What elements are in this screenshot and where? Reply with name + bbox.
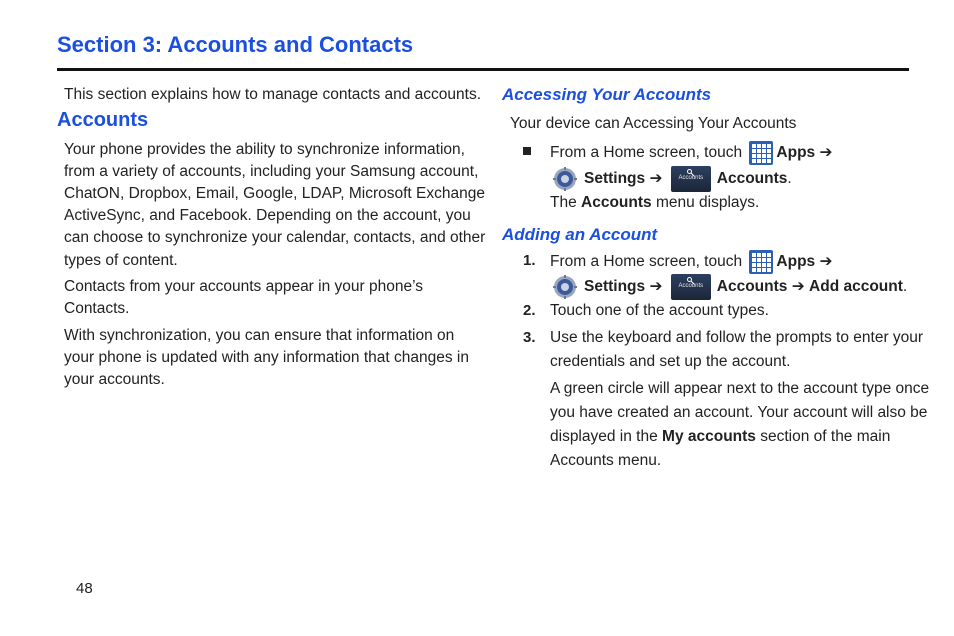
apps-grid-dot — [752, 159, 756, 163]
paragraph-line: can choose to synchronize your calendar, contacts, and other — [64, 229, 486, 246]
apps-grid-icon — [749, 250, 773, 274]
accounts-label: Accounts — [716, 278, 788, 296]
apps-grid-dot — [757, 154, 761, 158]
paragraph-line: Your phone provides the ability to synchronize information, — [64, 141, 465, 158]
apps-grid-dot — [752, 263, 756, 267]
step-number: 3. — [523, 329, 536, 346]
apps-grid-dot — [757, 159, 761, 163]
apps-grid-dot — [757, 268, 761, 272]
result-prefix: The — [550, 194, 577, 211]
step-text: From a Home screen, touch — [550, 144, 743, 162]
note-line: Accounts menu. — [550, 452, 662, 469]
apps-grid-dot — [752, 149, 756, 153]
accounts-label: Accounts — [716, 170, 788, 188]
period: . — [787, 170, 792, 188]
apps-grid-dot — [762, 268, 766, 272]
apps-grid-dot — [752, 253, 756, 257]
apps-label: Apps — [776, 144, 816, 162]
accounts-key-icon — [671, 274, 711, 300]
icon-caption: Accounts — [678, 175, 704, 181]
result-bold: Accounts — [581, 194, 652, 211]
settings-gear-icon — [552, 274, 578, 300]
apps-grid-dot — [767, 154, 771, 158]
note-line: A green circle will appear next to the account type once — [550, 380, 930, 397]
apps-grid-dot — [757, 253, 761, 257]
paragraph-line: from a variety of accounts, including your Samsung account, — [64, 163, 479, 180]
accessing-heading: Accessing Your Accounts — [502, 85, 712, 104]
result-suffix: menu displays. — [655, 194, 760, 211]
accounts-heading: Accounts — [57, 109, 149, 131]
settings-gear-icon — [552, 166, 578, 192]
intro-text: This section explains how to manage contacts and accounts. — [64, 86, 482, 103]
accessing-intro: Your device can Accessing Your Accounts — [510, 115, 797, 132]
apps-grid-dot — [752, 258, 756, 262]
apps-grid-dot — [752, 268, 756, 272]
apps-grid-dot — [757, 149, 761, 153]
accessing-result — [550, 192, 759, 214]
apps-grid-dot — [762, 263, 766, 267]
arrow-icon: ➔ — [649, 278, 663, 296]
paragraph-line: ActiveSync, and Facebook. Depending on the account, you — [64, 207, 471, 224]
apps-grid-dot — [752, 154, 756, 158]
settings-label: Settings — [584, 170, 646, 188]
apps-grid-dot — [762, 258, 766, 262]
step-text: From a Home screen, touch — [550, 253, 743, 271]
paragraph-line: your accounts. — [64, 371, 165, 388]
apps-grid-dot — [762, 253, 766, 257]
arrow-icon: ➔ — [819, 144, 833, 162]
page-title: Section 3: Accounts and Contacts — [57, 32, 414, 57]
apps-grid-dot — [757, 263, 761, 267]
apps-grid-dot — [767, 253, 771, 257]
note-suffix: section of the main — [760, 428, 891, 445]
paragraph-line: types of content. — [64, 252, 178, 269]
apps-grid-icon — [749, 141, 773, 165]
apps-grid-dot — [757, 258, 761, 262]
title-divider — [57, 68, 909, 71]
page-number: 48 — [76, 580, 93, 597]
paragraph-line: Contacts. — [64, 300, 130, 317]
arrow-icon: ➔ — [819, 253, 833, 271]
note-prefix: displayed in the — [550, 428, 658, 445]
apps-grid-dot — [767, 263, 771, 267]
adding-step-1-cont — [550, 274, 907, 300]
apps-grid-dot — [752, 144, 756, 148]
accessing-step — [550, 141, 832, 165]
apps-grid-dot — [767, 149, 771, 153]
apps-grid-dot — [767, 144, 771, 148]
arrow-icon: ➔ — [791, 278, 805, 296]
settings-label: Settings — [584, 278, 646, 296]
adding-step-1 — [550, 250, 832, 274]
note-line — [550, 426, 890, 448]
step-number: 2. — [523, 302, 536, 319]
apps-grid-dot — [762, 149, 766, 153]
accessing-step-cont — [550, 166, 792, 192]
apps-grid-dot — [762, 154, 766, 158]
adding-step-3-line: Use the keyboard and follow the prompts to enter your — [550, 329, 924, 346]
apps-grid-dot — [767, 268, 771, 272]
adding-heading: Adding an Account — [502, 225, 658, 244]
adding-step-2: Touch one of the account types. — [550, 302, 769, 319]
accounts-key-icon — [671, 166, 711, 192]
apps-label: Apps — [776, 253, 816, 271]
bullet-marker — [523, 147, 531, 155]
adding-step-3-line: credentials and set up the account. — [550, 353, 791, 370]
period: . — [902, 278, 908, 296]
note-bold: My accounts — [662, 428, 756, 445]
add-account-label: Add account — [809, 278, 903, 296]
apps-grid-dot — [757, 144, 761, 148]
paragraph-line: With synchronization, you can ensure that information on — [64, 327, 455, 344]
paragraph-line: ChatON, Dropbox, Email, Google, LDAP, Microsoft Exchange — [64, 185, 485, 202]
apps-grid-dot — [762, 159, 766, 163]
paragraph-line: Contacts from your accounts appear in your phone’s — [64, 278, 423, 295]
note-line: you have created an account. Your account will also be — [550, 404, 928, 421]
apps-grid-dot — [762, 144, 766, 148]
apps-grid-dot — [767, 159, 771, 163]
arrow-icon: ➔ — [649, 170, 663, 188]
paragraph-line: your phone is updated with any information that changes in — [64, 349, 469, 366]
step-number: 1. — [523, 252, 536, 269]
icon-caption: Accounts — [678, 283, 704, 289]
apps-grid-dot — [767, 258, 771, 262]
